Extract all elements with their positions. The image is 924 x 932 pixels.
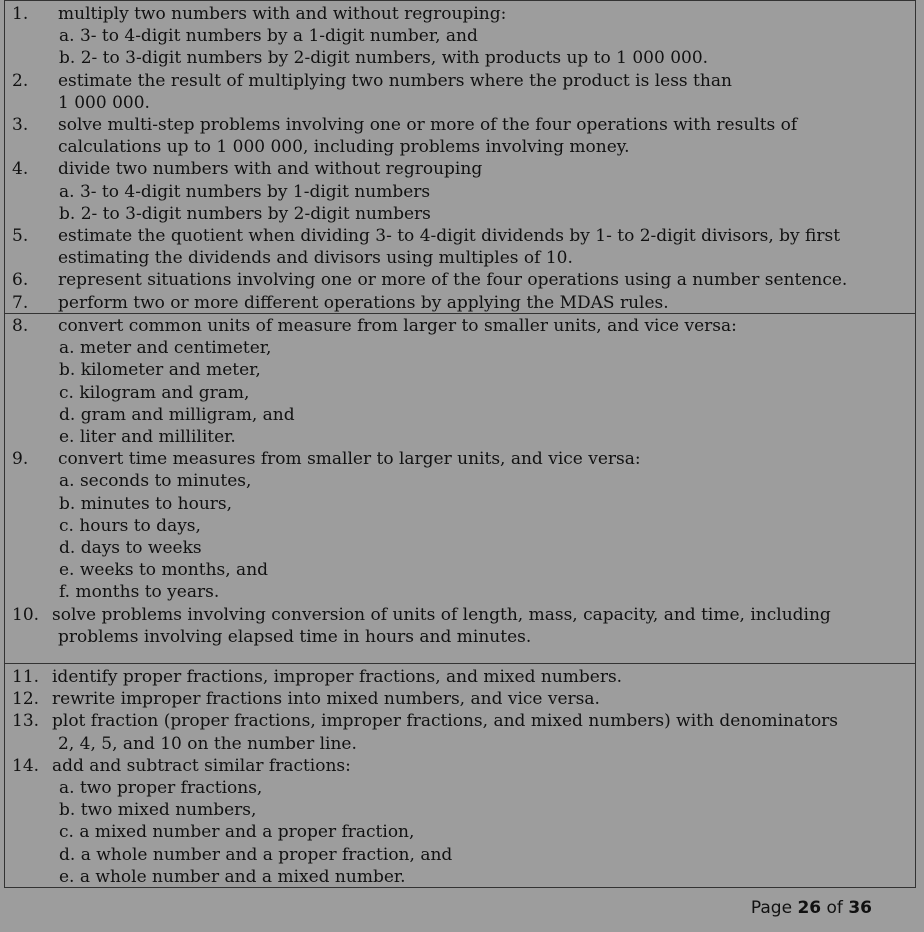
item-text: calculations up to 1 000 000, including problems involving money. bbox=[58, 137, 630, 158]
item-text: multiply two numbers with and without regrouping: bbox=[58, 4, 507, 24]
item-number: 3. bbox=[12, 115, 29, 135]
page-number bbox=[751, 898, 872, 918]
sub-item-text: b. 2- to 3-digit numbers by 2-digit numbers bbox=[59, 203, 431, 224]
page-current: 26 bbox=[797, 898, 822, 918]
item-number: 9. bbox=[12, 449, 29, 470]
item-number: 14. bbox=[12, 755, 40, 776]
item-text: 1 000 000. bbox=[58, 92, 150, 113]
item-number: 6. bbox=[12, 270, 29, 291]
item-text: perform two or more different operations by applying the MDAS rules. bbox=[58, 292, 669, 313]
sub-item-text: e. a whole number and a mixed number. bbox=[59, 866, 406, 887]
item-number: 7. bbox=[12, 292, 29, 313]
sub-item-text: a. seconds to minutes, bbox=[59, 471, 252, 492]
item-number: 4. bbox=[12, 159, 29, 180]
sub-item-text: e. liter and milliliter. bbox=[59, 427, 236, 447]
page-total: 36 bbox=[848, 898, 872, 918]
item-text: problems involving elapsed time in hours and minutes. bbox=[58, 626, 532, 647]
item-number: 11. bbox=[12, 667, 40, 687]
item-text: solve problems involving conversion of units of length, mass, capacity, and time, including bbox=[52, 604, 831, 625]
sub-item-text: a. 3- to 4-digit numbers by a 1-digit number, and bbox=[59, 26, 478, 47]
item-text: divide two numbers with and without regrouping bbox=[58, 159, 483, 180]
item-text: represent situations involving one or more of the four operations using a number sentence. bbox=[58, 270, 848, 291]
sub-item-text: a. 3- to 4-digit numbers by 1-digit numbers bbox=[59, 181, 431, 202]
item-number: 1. bbox=[12, 4, 29, 24]
item-text: convert time measures from smaller to larger units, and vice versa: bbox=[58, 449, 641, 470]
sub-item-text: b. minutes to hours, bbox=[59, 493, 233, 514]
item-number: 5. bbox=[12, 226, 29, 246]
sub-item-text: d. days to weeks bbox=[59, 538, 202, 558]
item-number: 2. bbox=[12, 70, 29, 91]
sub-item-text: e. weeks to months, and bbox=[59, 560, 269, 581]
page-label-of: of bbox=[821, 898, 849, 918]
sub-item-text: b. two mixed numbers, bbox=[59, 800, 257, 821]
sub-item-text: b. kilometer and meter, bbox=[59, 360, 261, 381]
sub-item-text: c. a mixed number and a proper fraction, bbox=[59, 822, 415, 843]
item-text: estimate the quotient when dividing 3- to 4-digit dividends by 1- to 2-digit divisors, by first bbox=[58, 226, 841, 246]
page-label-prefix: Page bbox=[750, 898, 798, 918]
item-text: solve multi-step problems involving one or more of the four operations with results of bbox=[58, 115, 798, 135]
sub-item-text: d. a whole number and a proper fraction, and bbox=[59, 844, 453, 865]
sub-item-text: b. 2- to 3-digit numbers by 2-digit numbers, with products up to 1 000 000. bbox=[59, 48, 709, 69]
item-text: rewrite improper fractions into mixed numbers, and vice versa. bbox=[52, 689, 600, 710]
item-number: 12. bbox=[12, 689, 40, 710]
sub-item-text: a. two proper fractions, bbox=[59, 778, 263, 798]
item-text: convert common units of measure from larger to smaller units, and vice versa: bbox=[58, 316, 737, 336]
item-text: plot fraction (proper fractions, improper fractions, and mixed numbers) with denominators bbox=[52, 711, 839, 732]
item-number: 13. bbox=[12, 711, 40, 732]
item-text: estimate the result of multiplying two numbers where the product is less than bbox=[58, 70, 732, 91]
item-number: 8. bbox=[12, 316, 29, 336]
item-text: identify proper fractions, improper fractions, and mixed numbers. bbox=[52, 667, 623, 687]
sub-item-text: c. kilogram and gram, bbox=[59, 382, 250, 403]
sub-item-text: c. hours to days, bbox=[59, 515, 201, 536]
item-number: 10. bbox=[12, 604, 40, 625]
item-text: add and subtract similar fractions: bbox=[52, 755, 351, 776]
item-text: estimating the dividends and divisors using multiples of 10. bbox=[58, 248, 573, 269]
sub-item-text: f. months to years. bbox=[59, 582, 220, 603]
sub-item-text: a. meter and centimeter, bbox=[59, 338, 272, 359]
sub-item-text: d. gram and milligram, and bbox=[59, 404, 295, 425]
item-text: 2, 4, 5, and 10 on the number line. bbox=[58, 733, 357, 754]
